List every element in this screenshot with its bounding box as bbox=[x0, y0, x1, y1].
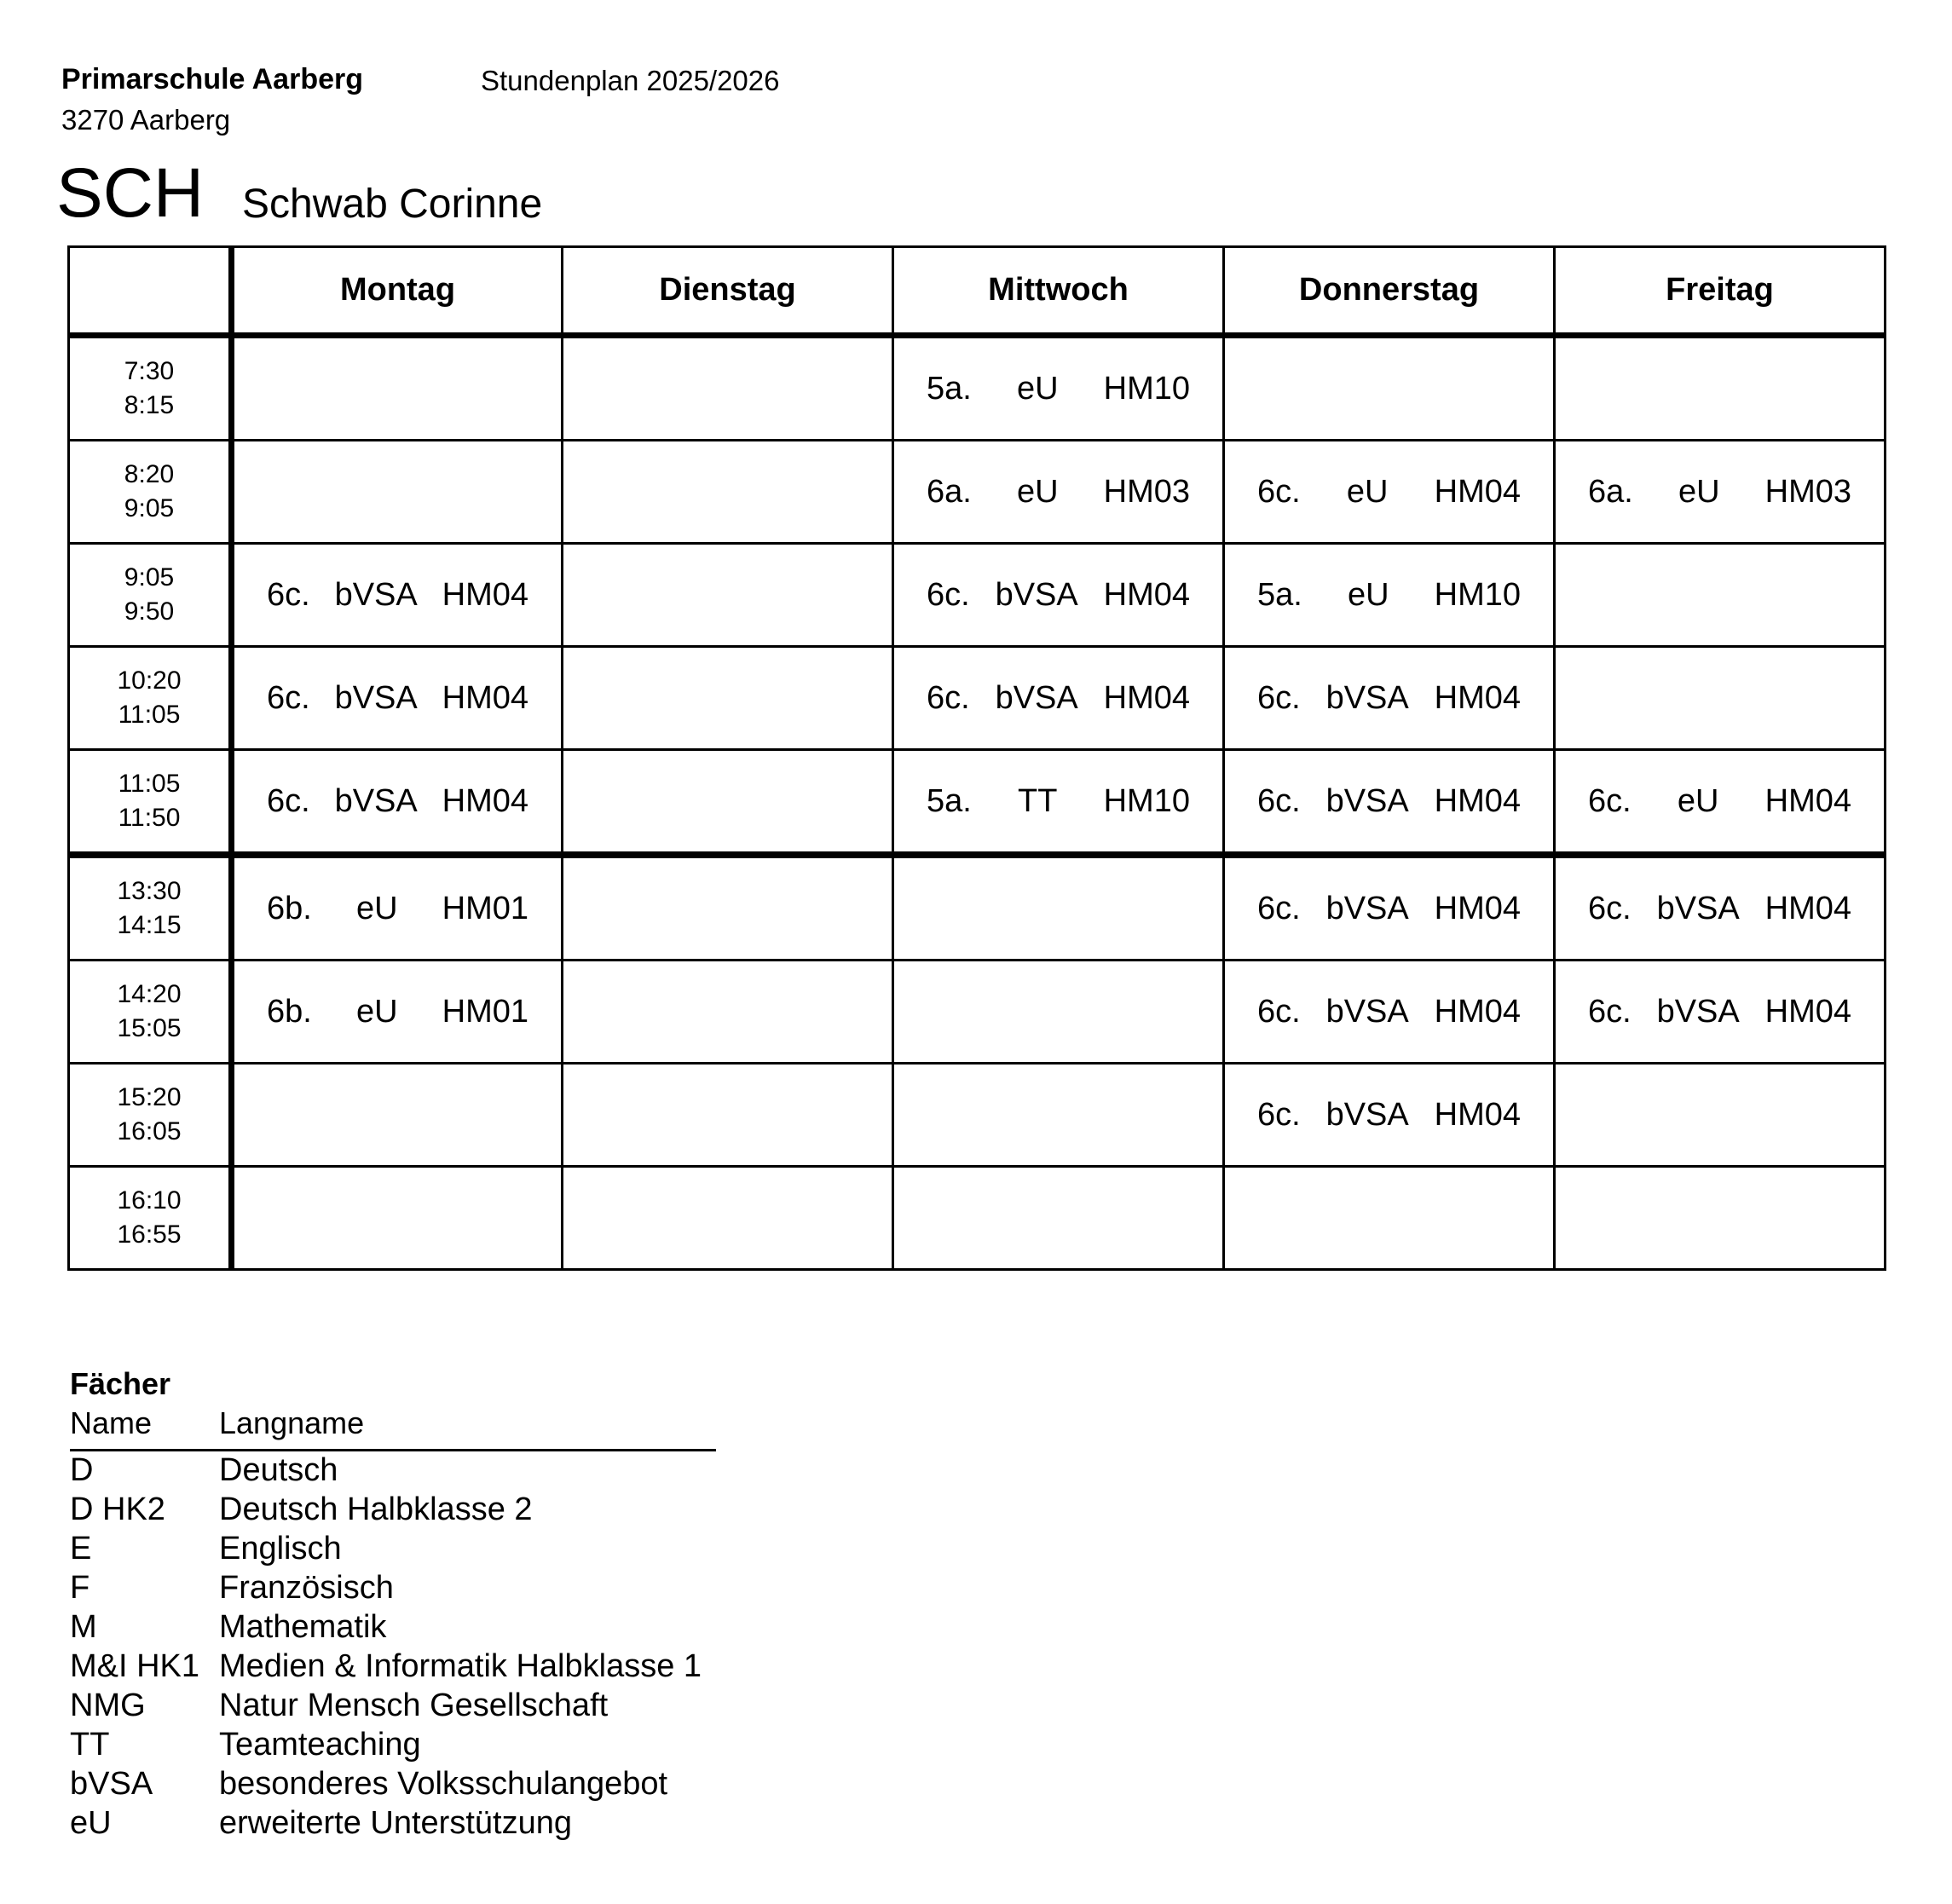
time-start: 8:20 bbox=[124, 460, 175, 488]
time-slot bbox=[69, 961, 232, 1064]
lesson-cell bbox=[1224, 336, 1555, 441]
legend-abbr: F bbox=[70, 1570, 90, 1606]
lesson-room: HM04 bbox=[1103, 576, 1190, 613]
lesson-room: HM04 bbox=[442, 576, 528, 613]
legend-title: Fächer bbox=[70, 1366, 171, 1401]
time-start: 13:30 bbox=[117, 877, 182, 905]
lesson-class: 6c. bbox=[1257, 679, 1301, 716]
lesson-cell bbox=[1555, 1064, 1886, 1167]
time-slot bbox=[69, 647, 232, 750]
legend-col-longname: Langname bbox=[219, 1405, 365, 1440]
lesson-cell bbox=[1224, 1064, 1555, 1167]
day-header-row bbox=[69, 247, 1886, 336]
legend-row bbox=[70, 1490, 702, 1529]
lesson-subject: bVSA bbox=[334, 782, 418, 819]
lesson-class: 6c. bbox=[1257, 1096, 1301, 1133]
time-end: 9:05 bbox=[124, 494, 175, 522]
lesson-room: HM04 bbox=[1434, 782, 1521, 819]
table-row bbox=[69, 1064, 1886, 1167]
lesson-class: 6b. bbox=[267, 993, 312, 1030]
lesson-cell bbox=[893, 647, 1224, 750]
lesson-room: HM04 bbox=[1103, 679, 1190, 716]
lesson-class: 5a. bbox=[1257, 576, 1302, 613]
time-start: 7:30 bbox=[124, 357, 175, 385]
lesson-room: HM04 bbox=[1434, 679, 1521, 716]
lesson-room: HM04 bbox=[1434, 993, 1521, 1030]
lesson-class: 6c. bbox=[1588, 890, 1631, 926]
table-row bbox=[69, 647, 1886, 750]
legend bbox=[70, 1451, 702, 1843]
lesson-cell bbox=[1224, 750, 1555, 856]
time-slot bbox=[69, 855, 232, 961]
day-header-montag: Montag bbox=[232, 247, 563, 336]
legend-longname: Deutsch bbox=[219, 1452, 338, 1488]
lesson-cell bbox=[1555, 647, 1886, 750]
lesson-subject: bVSA bbox=[334, 679, 418, 716]
plan-title: Stundenplan 2025/2026 bbox=[481, 65, 780, 96]
lesson-cell bbox=[563, 1064, 893, 1167]
lesson-room: HM10 bbox=[1103, 782, 1190, 819]
time-start: 11:05 bbox=[118, 770, 181, 798]
lesson-subject: bVSA bbox=[995, 679, 1078, 716]
lesson-subject: eU bbox=[1016, 473, 1059, 510]
lesson-room: HM10 bbox=[1103, 370, 1190, 407]
lesson-cell bbox=[232, 961, 563, 1064]
lesson-cell bbox=[893, 1167, 1224, 1270]
time-slot bbox=[69, 336, 232, 441]
time-end: 11:50 bbox=[118, 804, 181, 832]
lesson-room: HM04 bbox=[442, 782, 528, 819]
legend-row bbox=[70, 1529, 702, 1568]
legend-longname: Natur Mensch Gesellschaft bbox=[219, 1688, 609, 1723]
lesson-class: 6c. bbox=[1257, 473, 1301, 510]
lesson-class: 6c. bbox=[1257, 890, 1301, 926]
lesson-room: HM03 bbox=[1764, 473, 1851, 510]
legend-longname: erweiterte Unterstützung bbox=[219, 1805, 572, 1841]
legend-abbr: NMG bbox=[70, 1688, 146, 1723]
time-start: 9:05 bbox=[124, 563, 175, 591]
teacher-code: SCH bbox=[56, 154, 205, 232]
lesson-room: HM10 bbox=[1434, 576, 1521, 613]
lesson-cell bbox=[1555, 441, 1886, 544]
lesson-subject: bVSA bbox=[1325, 993, 1409, 1030]
time-end: 11:05 bbox=[118, 701, 181, 729]
legend-row bbox=[70, 1568, 702, 1607]
lesson-subject: bVSA bbox=[1656, 890, 1740, 926]
lesson-cell bbox=[1224, 647, 1555, 750]
legend-longname: Französisch bbox=[219, 1570, 394, 1606]
table-row bbox=[69, 961, 1886, 1064]
lesson-cell bbox=[1555, 961, 1886, 1064]
legend-header bbox=[70, 1405, 716, 1451]
legend-abbr: bVSA bbox=[70, 1766, 153, 1802]
lesson-cell bbox=[893, 441, 1224, 544]
lesson-cell bbox=[232, 1167, 563, 1270]
time-slot bbox=[69, 1064, 232, 1167]
table-row bbox=[69, 441, 1886, 544]
lesson-cell bbox=[893, 336, 1224, 441]
table-row bbox=[69, 1167, 1886, 1270]
lesson-room: HM01 bbox=[442, 993, 528, 1030]
lesson-cell bbox=[1224, 855, 1555, 961]
lesson-cell bbox=[1224, 441, 1555, 544]
lesson-cell bbox=[232, 855, 563, 961]
time-end: 15:05 bbox=[117, 1014, 182, 1042]
legend-longname: Englisch bbox=[219, 1531, 342, 1566]
legend-row bbox=[70, 1725, 702, 1764]
lesson-class: 6c. bbox=[927, 679, 970, 716]
lesson-cell bbox=[893, 855, 1224, 961]
legend-abbr: E bbox=[70, 1531, 92, 1566]
lesson-class: 6a. bbox=[1588, 473, 1633, 510]
lesson-cell bbox=[563, 441, 893, 544]
lesson-class: 6c. bbox=[1257, 782, 1301, 819]
lesson-cell bbox=[232, 336, 563, 441]
time-end: 9:50 bbox=[124, 597, 175, 626]
lesson-class: 6a. bbox=[927, 473, 972, 510]
lesson-room: HM03 bbox=[1103, 473, 1190, 510]
lesson-room: HM04 bbox=[1434, 473, 1521, 510]
lesson-cell bbox=[563, 336, 893, 441]
day-header-donnerstag: Donnerstag bbox=[1224, 247, 1555, 336]
lesson-cell bbox=[563, 544, 893, 647]
lesson-cell bbox=[1555, 750, 1886, 856]
lesson-subject: bVSA bbox=[995, 576, 1078, 613]
lesson-cell bbox=[563, 750, 893, 856]
lesson-cell bbox=[1224, 1167, 1555, 1270]
lesson-cell bbox=[563, 961, 893, 1064]
legend-abbr: M&I HK1 bbox=[70, 1648, 200, 1684]
lesson-cell bbox=[1555, 544, 1886, 647]
legend-longname: Medien & Informatik Halbklasse 1 bbox=[219, 1648, 702, 1684]
lesson-cell bbox=[232, 1064, 563, 1167]
lesson-class: 6c. bbox=[1588, 993, 1631, 1030]
lesson-cell bbox=[1224, 544, 1555, 647]
lesson-cell bbox=[1224, 961, 1555, 1064]
time-end: 16:55 bbox=[117, 1220, 182, 1249]
legend-row bbox=[70, 1686, 702, 1725]
day-header-freitag: Freitag bbox=[1555, 247, 1886, 336]
table-row bbox=[69, 855, 1886, 961]
time-slot bbox=[69, 750, 232, 856]
lesson-cell bbox=[893, 544, 1224, 647]
lesson-class: 6c. bbox=[927, 576, 970, 613]
lesson-cell bbox=[1555, 1167, 1886, 1270]
legend-row bbox=[70, 1803, 702, 1843]
lesson-class: 6c. bbox=[267, 679, 310, 716]
lesson-subject: bVSA bbox=[1325, 782, 1409, 819]
lesson-cell bbox=[232, 544, 563, 647]
time-start: 16:10 bbox=[117, 1186, 182, 1215]
lesson-subject: eU bbox=[355, 890, 398, 926]
lesson-class: 6c. bbox=[267, 576, 310, 613]
legend-abbr: D HK2 bbox=[70, 1491, 165, 1527]
time-slot bbox=[69, 1167, 232, 1270]
lesson-cell bbox=[1555, 855, 1886, 961]
lesson-room: HM04 bbox=[1764, 890, 1851, 926]
lesson-room: HM04 bbox=[1434, 890, 1521, 926]
legend-row bbox=[70, 1451, 702, 1490]
lesson-cell bbox=[893, 961, 1224, 1064]
table-row bbox=[69, 544, 1886, 647]
school-address: 3270 Aarberg bbox=[61, 104, 231, 136]
legend-row bbox=[70, 1607, 702, 1647]
time-slot bbox=[69, 441, 232, 544]
timetable bbox=[67, 245, 1886, 1271]
legend-abbr: D bbox=[70, 1452, 94, 1488]
time-start: 15:20 bbox=[117, 1083, 182, 1111]
lesson-subject: bVSA bbox=[1656, 993, 1740, 1030]
time-start: 14:20 bbox=[117, 980, 182, 1008]
lesson-subject: bVSA bbox=[1325, 890, 1409, 926]
lesson-class: 6c. bbox=[1257, 993, 1301, 1030]
lesson-cell bbox=[1555, 336, 1886, 441]
corner-cell bbox=[69, 247, 232, 336]
lesson-subject: eU bbox=[1347, 576, 1389, 613]
legend-row bbox=[70, 1647, 702, 1686]
lesson-room: HM04 bbox=[442, 679, 528, 716]
legend-longname: besonderes Volksschulangebot bbox=[219, 1766, 668, 1802]
table-row bbox=[69, 336, 1886, 441]
lesson-subject: bVSA bbox=[1325, 679, 1409, 716]
legend-longname: Mathematik bbox=[219, 1609, 387, 1645]
time-end: 16:05 bbox=[117, 1117, 182, 1145]
lesson-subject: TT bbox=[1018, 782, 1058, 819]
lesson-cell bbox=[563, 855, 893, 961]
legend-row bbox=[70, 1764, 702, 1803]
legend-longname: Teamteaching bbox=[219, 1727, 421, 1763]
lesson-subject: eU bbox=[355, 993, 398, 1030]
lesson-cell bbox=[232, 647, 563, 750]
legend-abbr: M bbox=[70, 1609, 97, 1645]
lesson-room: HM04 bbox=[1764, 993, 1851, 1030]
lesson-subject: bVSA bbox=[1325, 1096, 1409, 1133]
lesson-subject: eU bbox=[1677, 782, 1719, 819]
lesson-class: 6b. bbox=[267, 890, 312, 926]
lesson-room: HM04 bbox=[1434, 1096, 1521, 1133]
lesson-cell bbox=[232, 750, 563, 856]
time-start: 10:20 bbox=[117, 666, 182, 695]
lesson-class: 5a. bbox=[927, 782, 972, 819]
legend-col-name: Name bbox=[70, 1405, 153, 1440]
time-end: 8:15 bbox=[124, 391, 175, 419]
lesson-subject: eU bbox=[1016, 370, 1059, 407]
school-name: Primarschule Aarberg bbox=[61, 63, 363, 95]
lesson-class: 6c. bbox=[267, 782, 310, 819]
legend-abbr: TT bbox=[70, 1727, 110, 1763]
time-end: 14:15 bbox=[117, 911, 182, 939]
lesson-cell bbox=[893, 750, 1224, 856]
time-slot bbox=[69, 544, 232, 647]
lesson-cell bbox=[893, 1064, 1224, 1167]
lesson-class: 5a. bbox=[927, 370, 972, 407]
lesson-room: HM01 bbox=[442, 890, 528, 926]
teacher-name: Schwab Corinne bbox=[242, 182, 543, 227]
lesson-subject: eU bbox=[1346, 473, 1389, 510]
lesson-subject: bVSA bbox=[334, 576, 418, 613]
lesson-cell bbox=[563, 1167, 893, 1270]
lesson-room: HM04 bbox=[1764, 782, 1851, 819]
legend-abbr: eU bbox=[70, 1805, 112, 1841]
lesson-class: 6c. bbox=[1588, 782, 1631, 819]
lesson-cell bbox=[232, 441, 563, 544]
day-header-dienstag: Dienstag bbox=[563, 247, 893, 336]
day-header-mittwoch: Mittwoch bbox=[893, 247, 1224, 336]
lesson-subject: eU bbox=[1678, 473, 1720, 510]
legend-longname: Deutsch Halbklasse 2 bbox=[219, 1491, 533, 1527]
lesson-cell bbox=[563, 647, 893, 750]
table-row bbox=[69, 750, 1886, 856]
